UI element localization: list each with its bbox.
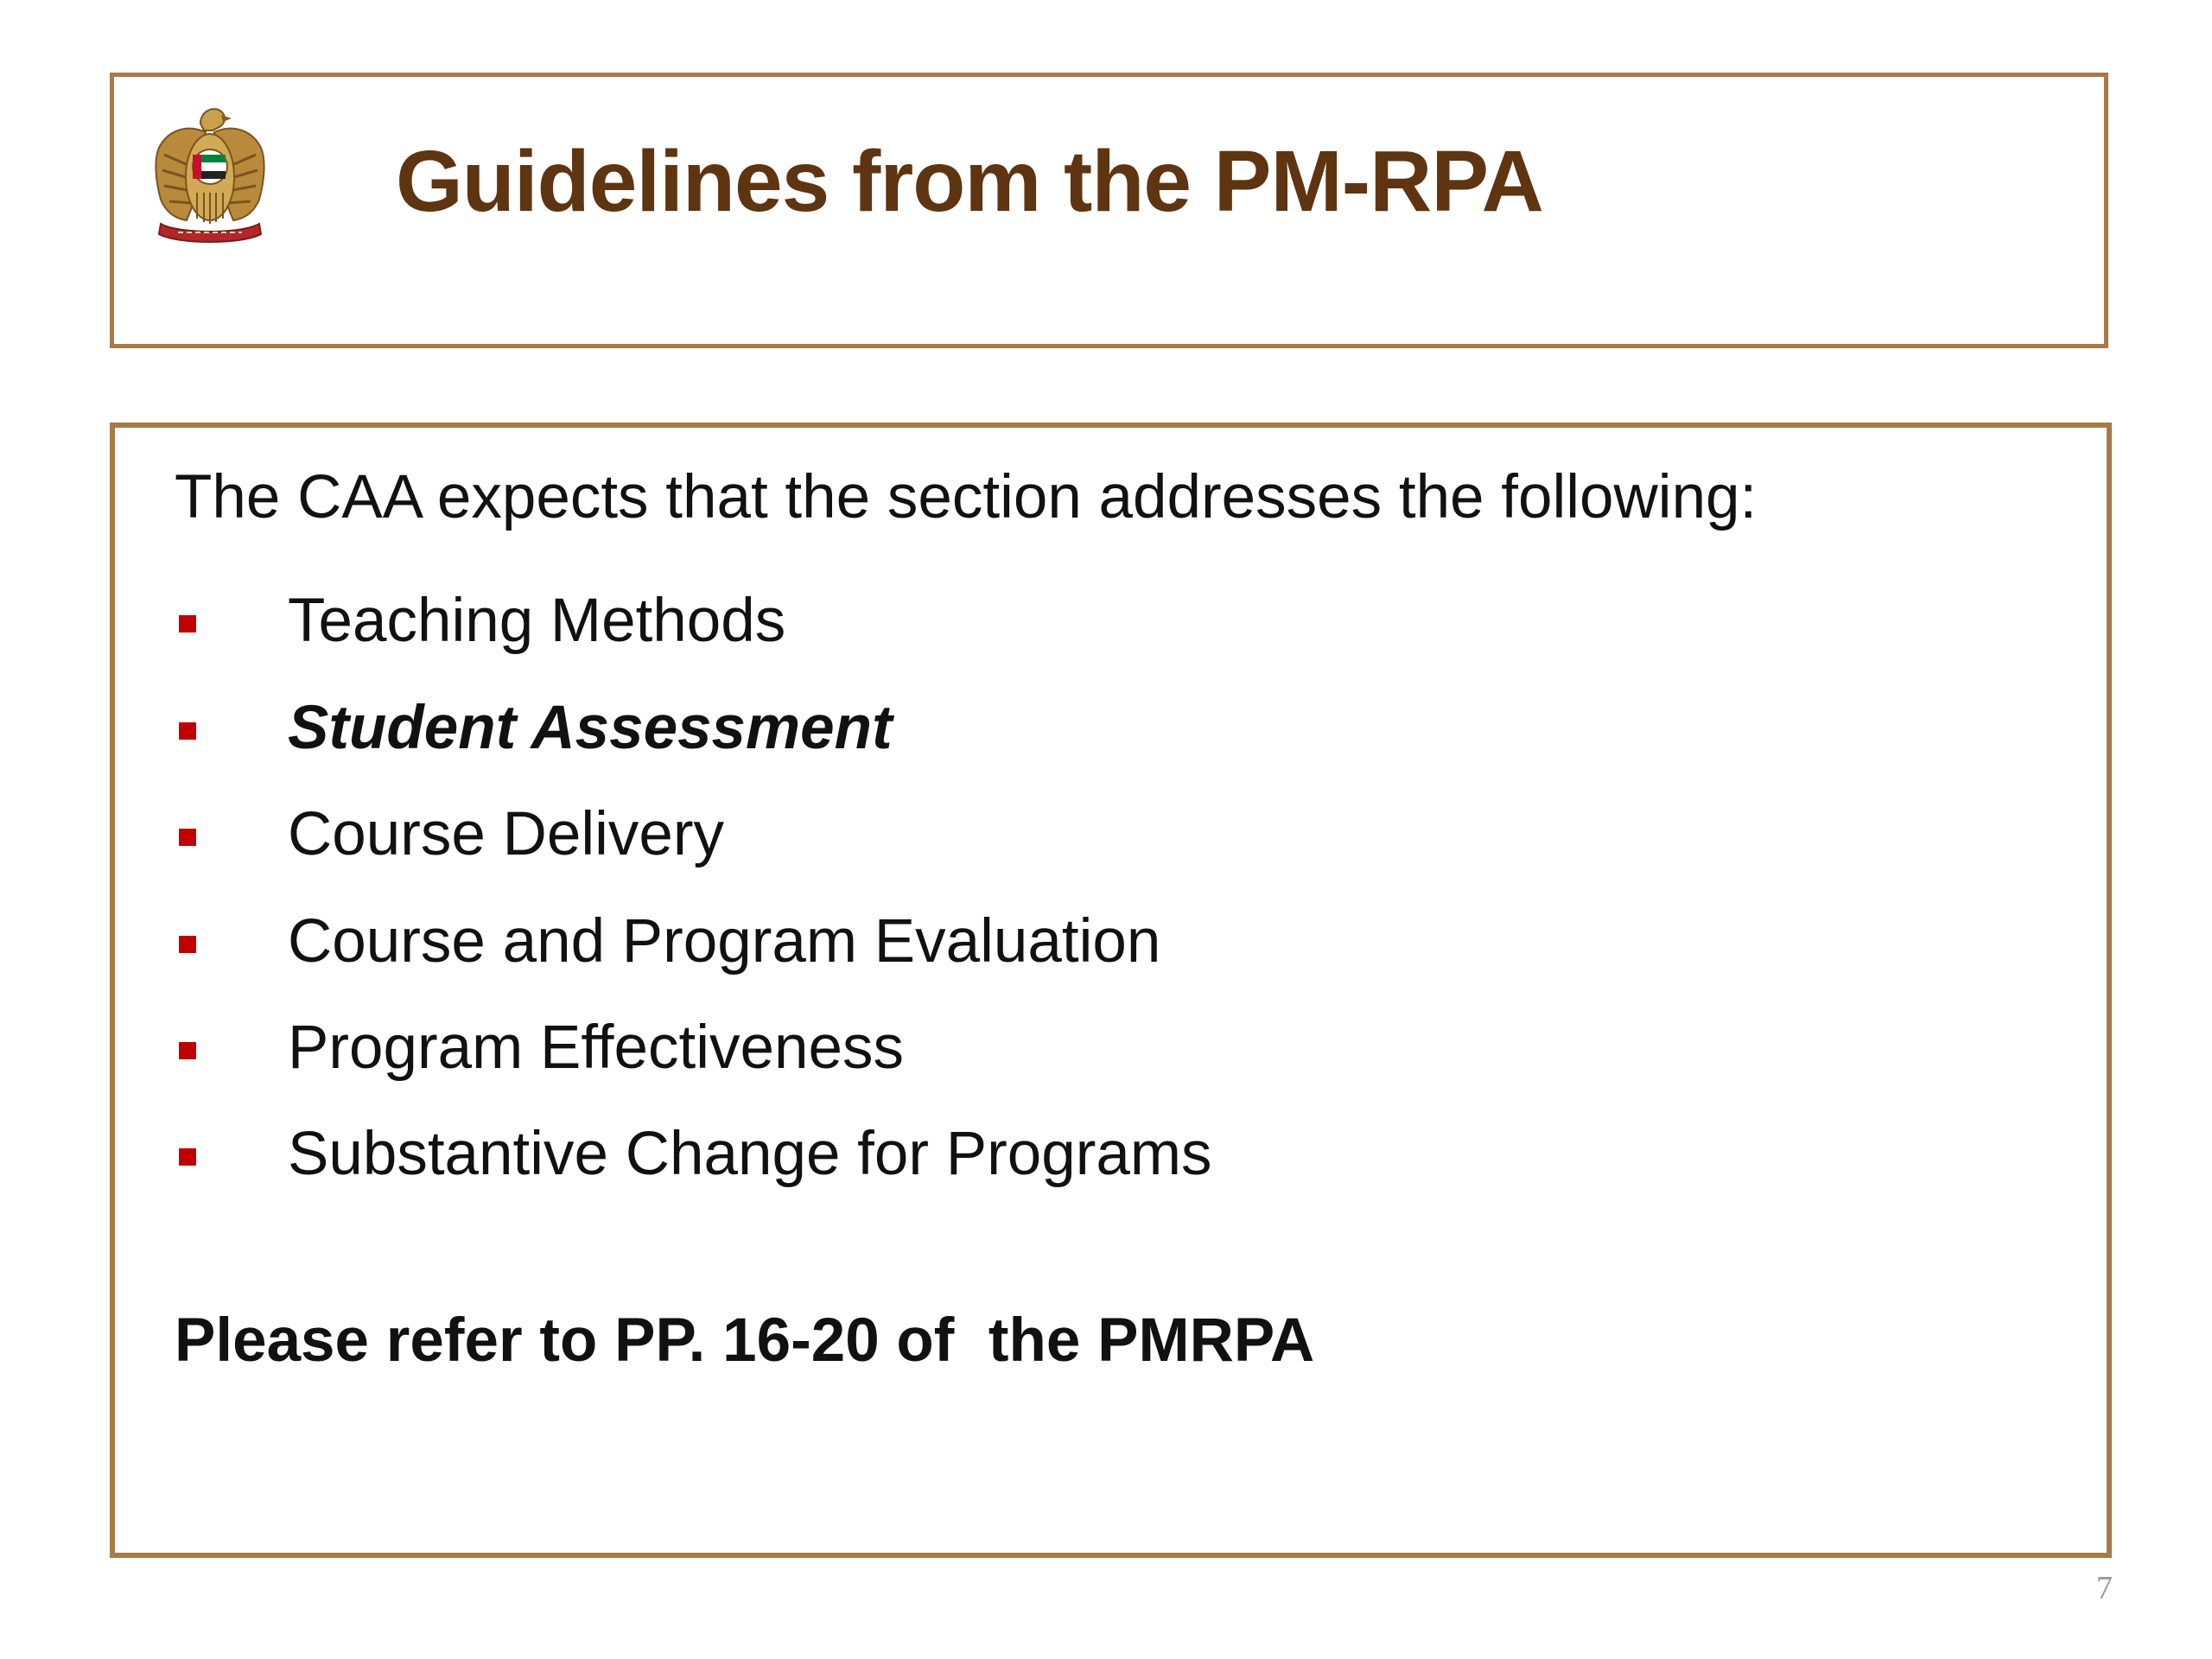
list-item-label: Substantive Change for Programs bbox=[288, 1120, 1212, 1188]
list-item bbox=[179, 899, 1821, 986]
uae-emblem-icon bbox=[152, 98, 268, 245]
square-bullet-icon bbox=[179, 722, 196, 740]
list-item bbox=[179, 686, 1821, 772]
title-panel bbox=[110, 73, 2108, 348]
list-item bbox=[179, 579, 1821, 665]
reference-note: Please refer to PP. 16-20 of the PMRPA bbox=[175, 1306, 1315, 1375]
list-item-label: Student Assessment bbox=[288, 694, 893, 762]
slide-title: Guidelines from the PM-RPA bbox=[396, 133, 1543, 230]
intro-text: The CAA expects that the section addresses the following: bbox=[175, 463, 1758, 531]
square-bullet-icon bbox=[179, 1042, 196, 1059]
list-item-label: Course Delivery bbox=[288, 800, 725, 868]
slide-number: 7 bbox=[2096, 1570, 2113, 1606]
list-item bbox=[179, 1112, 1821, 1198]
list-item bbox=[179, 1006, 1821, 1092]
content-panel bbox=[110, 423, 2112, 1558]
list-item-label: Course and Program Evaluation bbox=[288, 907, 1161, 976]
list-item-label: Teaching Methods bbox=[288, 587, 786, 655]
square-bullet-icon bbox=[179, 1148, 196, 1166]
square-bullet-icon bbox=[179, 936, 196, 953]
list-item-label: Program Effectiveness bbox=[288, 1014, 904, 1082]
square-bullet-icon bbox=[179, 829, 196, 846]
list-item bbox=[179, 792, 1821, 879]
square-bullet-icon bbox=[179, 615, 196, 632]
